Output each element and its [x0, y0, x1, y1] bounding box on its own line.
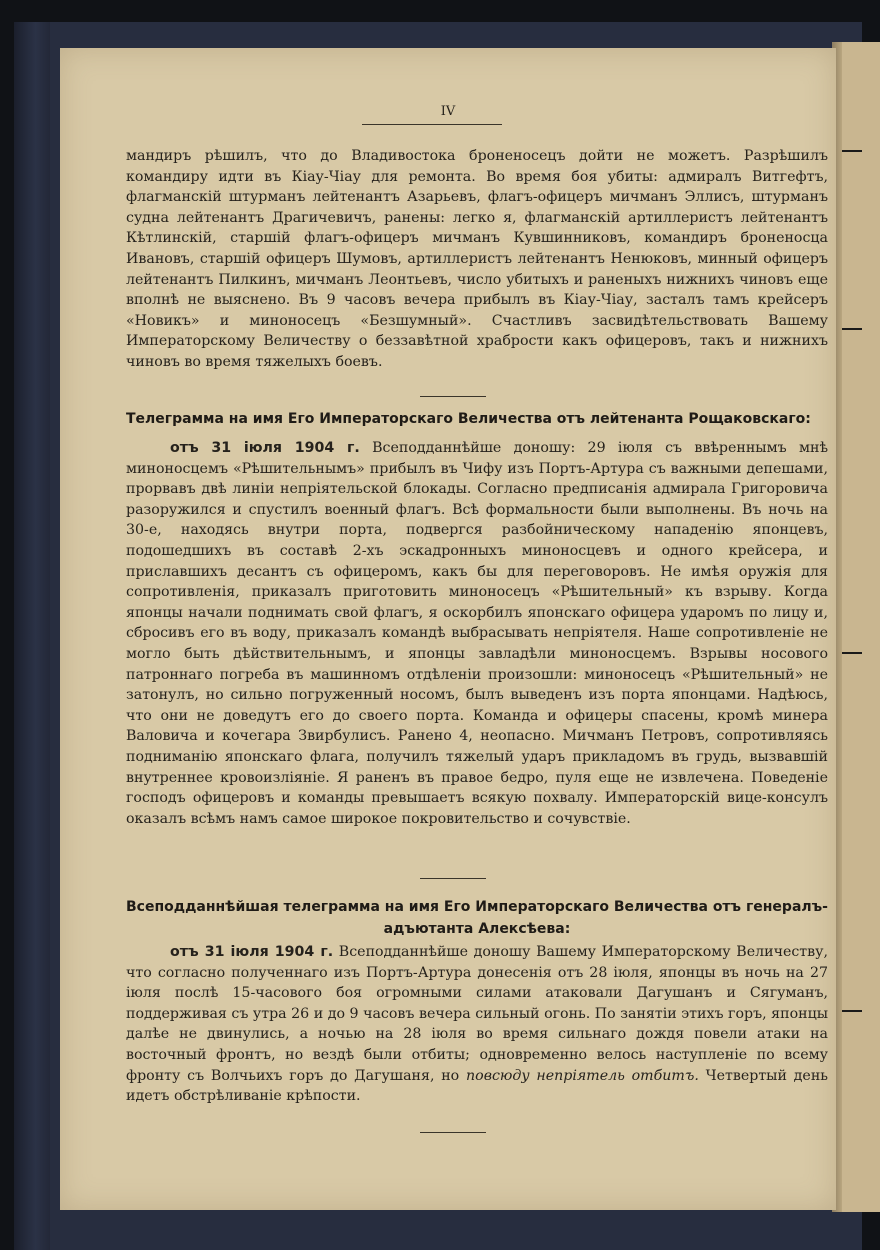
telegram2-body	[126, 942, 828, 1107]
book-spine	[14, 22, 50, 1250]
section-divider	[420, 1132, 486, 1133]
page-tab-mark	[842, 652, 862, 654]
section-divider	[420, 878, 486, 879]
telegram2-text-after: Четвертый день идетъ обстрѣливаніе крѣпости.	[126, 1067, 828, 1105]
telegram2-heading: Всеподданнѣйшая телеграмма на имя Его Императорскаго Величества отъ генералъ-адъютанта Алексѣева:	[126, 899, 828, 937]
intro-paragraph	[126, 146, 828, 373]
telegram2-date: отъ 31 іюля 1904 г.	[170, 944, 334, 960]
telegram1-text: Всеподданнѣйше доношу: 29 іюля съ ввѣреннымъ мнѣ миноносцемъ «Рѣшительнымъ» прибылъ въ Чифу изъ Портъ-Артура съ важными депешами, прорвавъ двѣ линіи непріятельской блокады. Согласно предписанія адмирала Григоровича разоружился и спустилъ военный флагъ. Всѣ формальности были выполнены. Въ ночь на 30-е, находясь внутри порта, подвергся разбойническому нападенію японцевъ, подошедшихъ въ составѣ 2-хъ эскадронныхъ миноносцевъ и одного крейсера, и приславшихъ десантъ съ офицеромъ, какъ бы для переговоровъ. Не имѣя оружія для сопротивленія, приказалъ приготовить миноносецъ «Рѣшительный» къ взрыву. Когда японцы начали поднимать свой флагъ, я оскорбилъ японскаго офицера ударомъ по лицу и, сбросивъ его въ воду, приказалъ командѣ выбрасывать непріятеля. Наше сопротивленіе не могло быть дѣйствительнымъ, и японцы завладѣли миноносцемъ. Взрывы носового патроннаго погреба въ машинномъ отдѣленіи произошли: миноносецъ «Рѣшительный» не затонулъ, но сильно погруженный носомъ, былъ выведенъ изъ порта японцами. Надѣюсь, что они не доведутъ его до своего порта. Команда и офицеры спасены, кромѣ минера Валовича и кочегара Звирбулисъ. Ранено 4, неопасно. Мичманъ Петровъ, сопротивляясь подниманію японскаго флага, получилъ тяжелый ударъ прикладомъ въ грудь, вызвавшій внутреннее кровоизліяніе. Я раненъ въ правое бедро, пуля еще не извлечена. Поведеніе господъ офицеровъ и команды превышаетъ всякую похвалу. Императорскій вице-консулъ оказалъ всѣмъ намъ самое широкое покровительство и сочувствіе.	[126, 440, 829, 827]
section-divider	[420, 396, 486, 397]
page-tab-mark	[842, 1010, 862, 1012]
telegram1-body	[126, 438, 828, 829]
telegram2-text-before: Всеподданнѣйше доношу Вашему Императорскому Величеству, что согласно полученнаго изъ Портъ-Артура донесенія отъ 28 іюля, японцы въ ночь на 27 іюля послѣ 15-часового боя огромными силами атаковали Дагушанъ и Сягуманъ, поддерживая съ утра 26 и до 9 часовъ вечера сильный огонь. По занятіи этихъ горъ, японцы далѣе не двинулись, а ночью на 28 іюля во время сильнаго дождя повели атаки на восточный фронтъ, но вездѣ были отбиты; одновременно велось наступленіе по всему фронту съ Волчьихъ горъ до Дагушаня, но	[126, 944, 828, 1084]
page-number: IV	[440, 104, 456, 119]
telegram1-date: отъ 31 іюля 1904 г.	[170, 440, 360, 456]
telegram2-text-italic: повсюду непріятель отбитъ.	[466, 1067, 699, 1084]
telegram1-heading: Телеграмма на имя Его Императорскаго Величества отъ лейтенанта Рощаковскаго:	[126, 411, 811, 427]
intro-text: мандиръ рѣшилъ, что до Владивостока броненосецъ дойти не можетъ. Разрѣшилъ командиру идти въ Кіау-Чіау для ремонта. Во время боя убиты: адмиралъ Витгефтъ, флагманскій штурманъ лейтенантъ Азарьевъ, флагъ-офицеръ мичманъ Эллисъ, штурманъ судна лейтенантъ Драгичевичъ, ранены: легко я, флагманскій артиллеристъ лейтенантъ Кѣтлинскій, старшій флагъ-офицеръ мичманъ Кувшинниковъ, командиръ броненосца Ивановъ, старшій офицеръ Шумовъ, артиллеристъ лейтенантъ Ненюковъ, минный офицеръ лейтенантъ Пилкинъ, мичманъ Леонтьевъ, число убитыхъ и раненыхъ нижнихъ чиновъ еще вполнѣ не выяснено. Въ 9 часовъ вечера прибылъ въ Кіау-Чіау, засталъ тамъ крейсеръ «Новикъ» и миноносецъ «Безшумный». Счастливъ засвидѣтельствовать Вашему Императорскому Величеству о беззавѣтной храбрости какъ офицеровъ, такъ и нижнихъ чиновъ во время тяжелыхъ боевъ.	[126, 148, 828, 370]
page-tab-mark	[842, 328, 862, 330]
page-number-rule	[362, 124, 502, 125]
document-page	[60, 48, 836, 1210]
facing-page-edge	[838, 42, 880, 1212]
page-tab-mark	[842, 150, 862, 152]
